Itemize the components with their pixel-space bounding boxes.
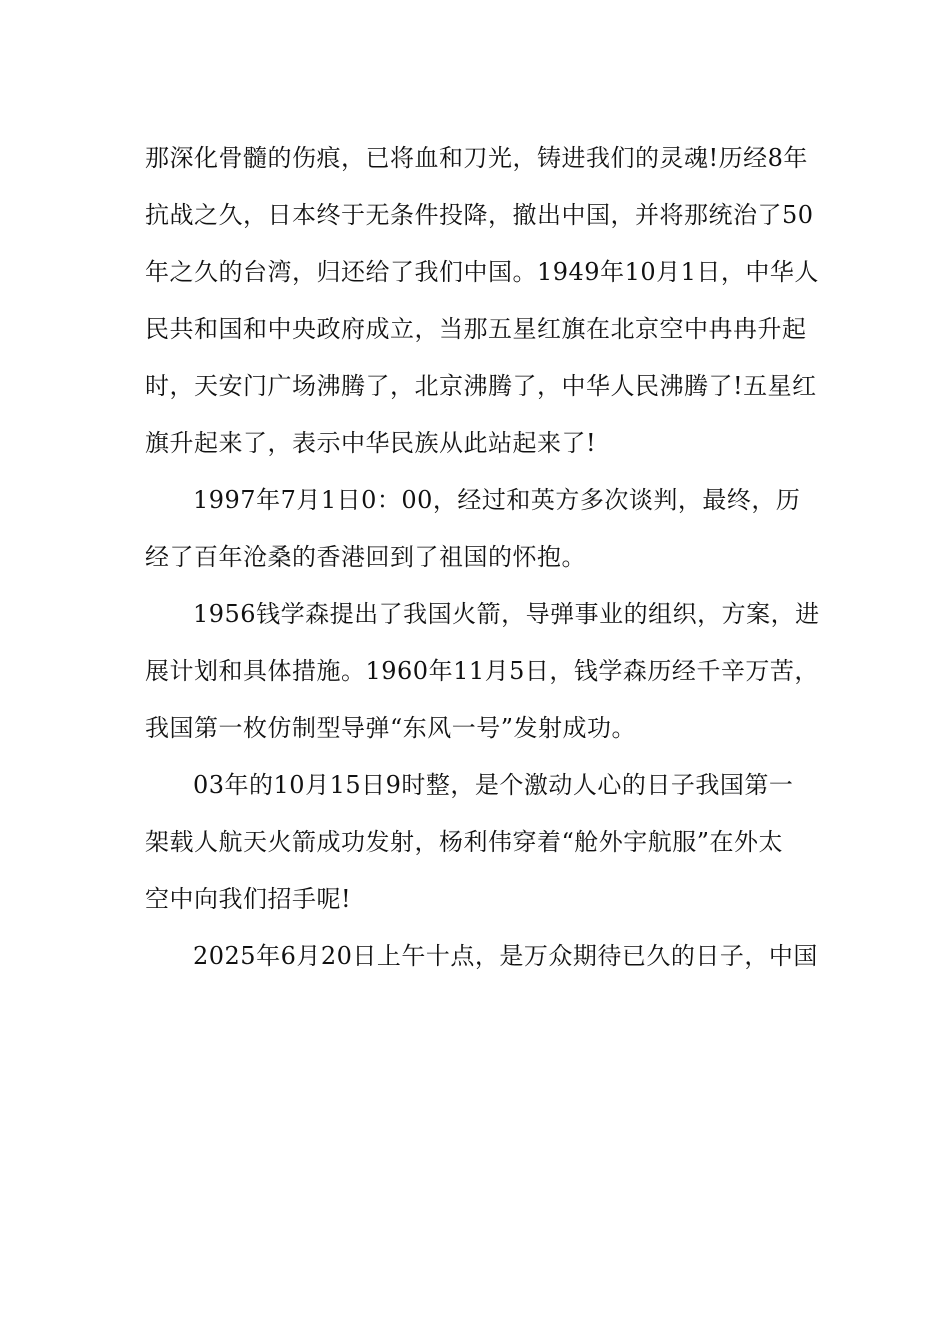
paragraph-3 bbox=[145, 586, 820, 757]
text-line: 民共和国和中央政府成立，当那五星红旗在北京空中冉冉升起 bbox=[145, 315, 807, 343]
text-line: 年之久的台湾，归还给了我们中国。1949年10月1日，中华人 bbox=[145, 258, 819, 286]
text-line: 经了百年沧桑的香港回到了祖国的怀抱。 bbox=[145, 543, 586, 571]
text-line: 1997年7月1日0：00，经过和英方多次谈判，最终，历 bbox=[193, 486, 801, 514]
paragraph-4 bbox=[145, 757, 810, 928]
text-line: 我国第一枚仿制型导弹“东风一号”发射成功。 bbox=[145, 714, 637, 742]
text-line: 展计划和具体措施。1960年11月5日，钱学森历经千辛万苦， bbox=[145, 657, 819, 685]
text-line: 03年的10月15日9时整，是个激动人心的日子我国第一 bbox=[193, 771, 794, 799]
text-line: 空中向我们招手呢! bbox=[145, 885, 352, 913]
text-line: 那深化骨髓的伤痕，已将血和刀光，铸进我们的灵魂!历经8年 bbox=[145, 144, 808, 172]
text-line: 时，天安门广场沸腾了，北京沸腾了，中华人民沸腾了!五星红 bbox=[145, 372, 817, 400]
text-line: 2025年6月20日上午十点，是万众期待已久的日子，中国 bbox=[193, 942, 818, 970]
text-line: 架载人航天火箭成功发射，杨利伟穿着“舱外宇航服”在外太 bbox=[145, 828, 784, 856]
document-body bbox=[145, 130, 820, 985]
text-line: 1956钱学森提出了我国火箭，导弹事业的组织，方案，进 bbox=[193, 600, 820, 628]
paragraph-2 bbox=[145, 472, 810, 586]
text-line: 抗战之久，日本终于无条件投降，撤出中国，并将那统治了50 bbox=[145, 201, 814, 229]
paragraph-5 bbox=[145, 928, 818, 985]
paragraph-1 bbox=[145, 130, 819, 472]
text-line: 旗升起来了，表示中华民族从此站起来了! bbox=[145, 429, 597, 457]
